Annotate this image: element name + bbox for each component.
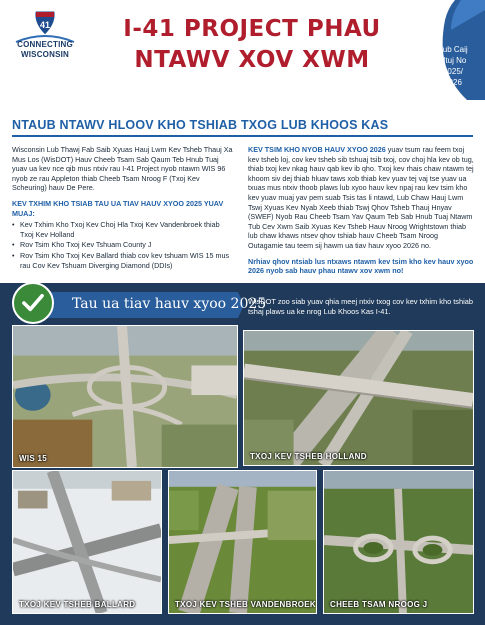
page-title bbox=[92, 14, 412, 76]
paragraph-body: yuav tsum rau feem txoj kev tsheb loj, cov kev tsheb sib tshuaj tsib txoj, cov choj hla kev ob tug, thiab txoj kev nkag hauv qab kev ib qho. Txoj kev rhais chaw ntawm tej khoom siv dej thiab hluav taws xob thiab kev yuav tej vaj tse yuav ua txuas mus ntxiv thoob plaws lub xyoo hauv kev npaj rau kev tsim kho kev yuav muaj yav pem suab Tsis tas li ntawd, Lub Chaw Hauj Lwm Tswj Xyuas Kev Nyab Xeeb thiab Tswj Qhov Tsheb Thauj Hnyav (SWEF) Nyob Rau Cheeb Tsam Yav Qaum Teb Sab Hnub Tuaj Ntawm Tub Cev Xwm Saib Xyuas Kev Tsheb Hauv Nroog Wrightstown thiab lub chaw khaws ntsev qhov tshiab hauv Cheeb Tsam Nroog Outagamie tau teem sij hawm ua tiav hauv xyoo 2026 no. bbox=[248, 145, 474, 250]
photo-wis-15 bbox=[12, 325, 238, 468]
header bbox=[0, 0, 485, 100]
issue-date: Lub Caij Ntuj No 2025/ 2026 bbox=[438, 45, 468, 87]
paragraph-lead-in: KEV TSIM KHO NYOB HAUV XYOO 2026 bbox=[248, 145, 386, 154]
connecting-wisconsin-logo bbox=[10, 10, 80, 82]
photo-ballard bbox=[12, 470, 162, 614]
interchange-aerial-image bbox=[13, 326, 237, 467]
snowy-interchange-image bbox=[13, 471, 161, 613]
list-item: • Rov Tsim Kho Txoj Kev Tshuam County J bbox=[12, 240, 234, 250]
title-line-2: NTAWV XOV XWM bbox=[134, 47, 370, 73]
photo-holland bbox=[243, 330, 474, 466]
intro-paragraph: Wisconsin Lub Thawj Fab Saib Xyuas Hauj Lwm Kev Tsheb Thauj Xa Mus Los (WisDOT) Hauv Cheeb Tsam Sab Qaum Teb Hnub Tuaj yuav ua kev nce qib mus ntxiv rau I-41 Project nyob ntawm WIS 96 nyob ze rau Appleton thiab Cheeb Tsam Nroog F (Txoj Kev Scheuring) hauv De Pere. bbox=[12, 145, 233, 193]
completed-list bbox=[12, 220, 234, 270]
checkmark-icon bbox=[14, 284, 52, 322]
list-item: • Rov Tsim Kho Txoj Kev Ballard thiab cov kev tshuam WIS 15 mus rau Cov Kev Tshuam Diverging Diamond (DDIs) bbox=[12, 251, 234, 270]
overpass-aerial-image bbox=[244, 331, 473, 465]
photo-caption: CHEEB TSAM NROOG J bbox=[330, 600, 428, 609]
roundabout-aerial-image bbox=[324, 471, 473, 613]
left-column bbox=[12, 145, 234, 271]
title-line-1: I-41 PROJECT PHAU bbox=[123, 16, 381, 42]
photo-caption: WIS 15 bbox=[19, 454, 48, 463]
list-item: • Kev Txhim Kho Txoj Kev Choj Hla Txoj Kev Vandenbroek thiab Txoj Kev Holland bbox=[12, 220, 234, 239]
photo-caption: TXOJ KEV TSHEB VANDENBROEK bbox=[175, 600, 317, 609]
photo-caption: TXOJ KEV TSHEB HOLLAND bbox=[250, 452, 367, 461]
svg-text:41: 41 bbox=[39, 20, 51, 30]
banner-description: WisDOT zoo siab yuav qhia meej ntxiv txog cov kev txhim kho tshiab tshaj plaws ua ke nrog Lub Khoos Kas I-41. bbox=[248, 297, 473, 316]
photo-caption: TXOJ KEV TSHEB BALLARD bbox=[19, 600, 136, 609]
section-divider bbox=[12, 135, 473, 137]
logo-text-connecting: CONNECTING bbox=[17, 40, 73, 49]
right-column bbox=[248, 145, 474, 276]
photo-vandenbroek bbox=[168, 470, 317, 614]
checkmark-badge bbox=[12, 282, 54, 324]
construction-2026-paragraph bbox=[248, 145, 474, 251]
section-heading: NTAUB NTAWV HLOOV KHO TSHIAB TXOG LUB KHOOS KAS bbox=[12, 118, 389, 132]
photo-county-j bbox=[323, 470, 474, 614]
callout-text: Nrhiav qhov ntsiab lus ntxaws ntawm kev tsim kho kev hauv xyoo 2026 nyob sab hauv phau ntawv xov xwm no! bbox=[248, 256, 474, 276]
completed-subheading: KEV TXHIM KHO TSIAB TAU UA TIAV HAUV XYOO 2025 YUAV MUAJ: bbox=[12, 198, 224, 218]
banner-heading: Tau ua tiav hauv xyoo 2025 bbox=[72, 296, 267, 312]
highway-aerial-image bbox=[169, 471, 316, 613]
logo-text-wisconsin: WISCONSIN bbox=[20, 50, 70, 59]
